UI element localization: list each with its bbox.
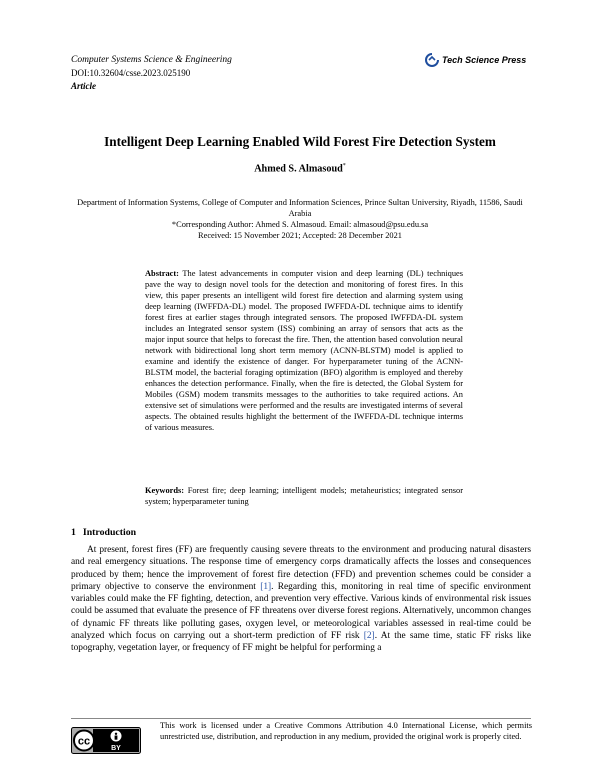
tech-science-press-icon (425, 53, 439, 67)
author-mark: * (342, 163, 346, 169)
citation-link[interactable]: [1] (260, 581, 272, 592)
section-number: 1 (71, 527, 76, 538)
article-type: Article (71, 81, 96, 91)
citation-link[interactable]: [2] (363, 631, 375, 642)
keywords-text: Forest fire; deep learning; intelligent models; metaheuristics; integrated sensor system; hyperparameter tuning (145, 486, 464, 506)
intro-paragraph (71, 544, 531, 655)
affiliation-block (65, 197, 535, 241)
paper-title: Intelligent Deep Learning Enabled Wild Forest Fire Detection System (104, 134, 496, 149)
cc-label: cc (77, 735, 91, 748)
abstract-label: Abstract: (145, 269, 179, 278)
abstract (145, 268, 463, 433)
intro-text-2: . Regarding this, monitoring in real time of specific environment variables could make the FF fighting, detection, and prevention very effective. Various kinds of environmental risk issues could be assumed that evaluate the presence of FF threatens over diverse forest regions. Alternatively, uncommon changes of dynamic FF threats like polluting gases, oxygen level, or meteorological variables assessed in real-time could be analyzed which focus on carrying out a short-term prediction of FF risk (71, 581, 532, 642)
corresponding-author: *Corresponding Author: Ahmed S. Almasoud. Email: almasoud@psu.edu.sa (171, 220, 429, 229)
abstract-text: The latest advancements in computer vision and deep learning (DL) techniques pave the way to design novel tools for the detection and monitoring of forest fires. In this view, this paper presents an intelligent wild forest fire detection and alarming system using deep learning (IWFFDA-DL) model. The proposed IWFFDA-DL technique aims to identify forest fires at earlier stages through integrated sensors. The proposed IWFFDA-DL system includes an Integrated sensor system (ISS) combining an array of sensors that acts as the major input source that helps to forecast the fire. Then, the attention based convolution neural network with bidirectional long short term memory (ACNN-BLSTM) model is applied to examine and identify the existence of danger. For hyperparameter tuning of the ACNN-BLSTM model, the bacterial foraging optimization (BFO) algorithm is employed and thereby enhances the detection performance. Finally, when the fire is detected, the Global System for Mobiles (GSM) modem transmits messages to the authorities to take required actions. An extensive set of simulations were performed and the results are investigated interms of several aspects. The obtained results highlight the betterment of the IWFFDA-DL technique interms of various measures. (145, 269, 463, 432)
journal-name: Computer Systems Science & Engineering (71, 55, 232, 65)
publisher-logo (425, 52, 533, 68)
by-label: BY (111, 745, 121, 752)
keywords-label: Keywords: (145, 486, 185, 495)
dates: Received: 15 November 2021; Accepted: 28 December 2021 (198, 231, 402, 240)
publisher-name: Tech Science Press (442, 55, 527, 65)
affiliation: Department of Information Systems, College of Computer and Information Sciences, Prince Sultan University, Riyadh, 11586, Saudi Arabia (77, 198, 523, 218)
intro-text-3: . At the same time, static FF risks like topography, vegetation layer, or frequency of FF might be helpful for performing a (71, 631, 531, 654)
author-name: Ahmed S. Almasoud (254, 163, 343, 175)
intro-text-1: At present, forest fires (FF) are frequently causing severe threats to the environment and producing natural disasters and real emergency situations. The response time of emergency corps dramatically affects the losses and consequences produced by them; hence the improvement of forest fire detection (FFD) and prevention schemes could be consider a primary objective to conserve the environment (71, 545, 531, 592)
license-text: This work is licensed under a Creative Commons Attribution 4.0 International License, which permits unrestricted use, distribution, and reproduction in any medium, provided the original work is properly cited. (160, 721, 532, 741)
doi: DOI:10.32604/csse.2023.025190 (71, 68, 191, 78)
cc-by-license-icon[interactable] (71, 727, 141, 754)
section-title: Introduction (82, 527, 137, 538)
keywords (145, 485, 463, 507)
section-heading (71, 527, 136, 538)
footer-divider (71, 718, 531, 719)
author (40, 163, 560, 174)
